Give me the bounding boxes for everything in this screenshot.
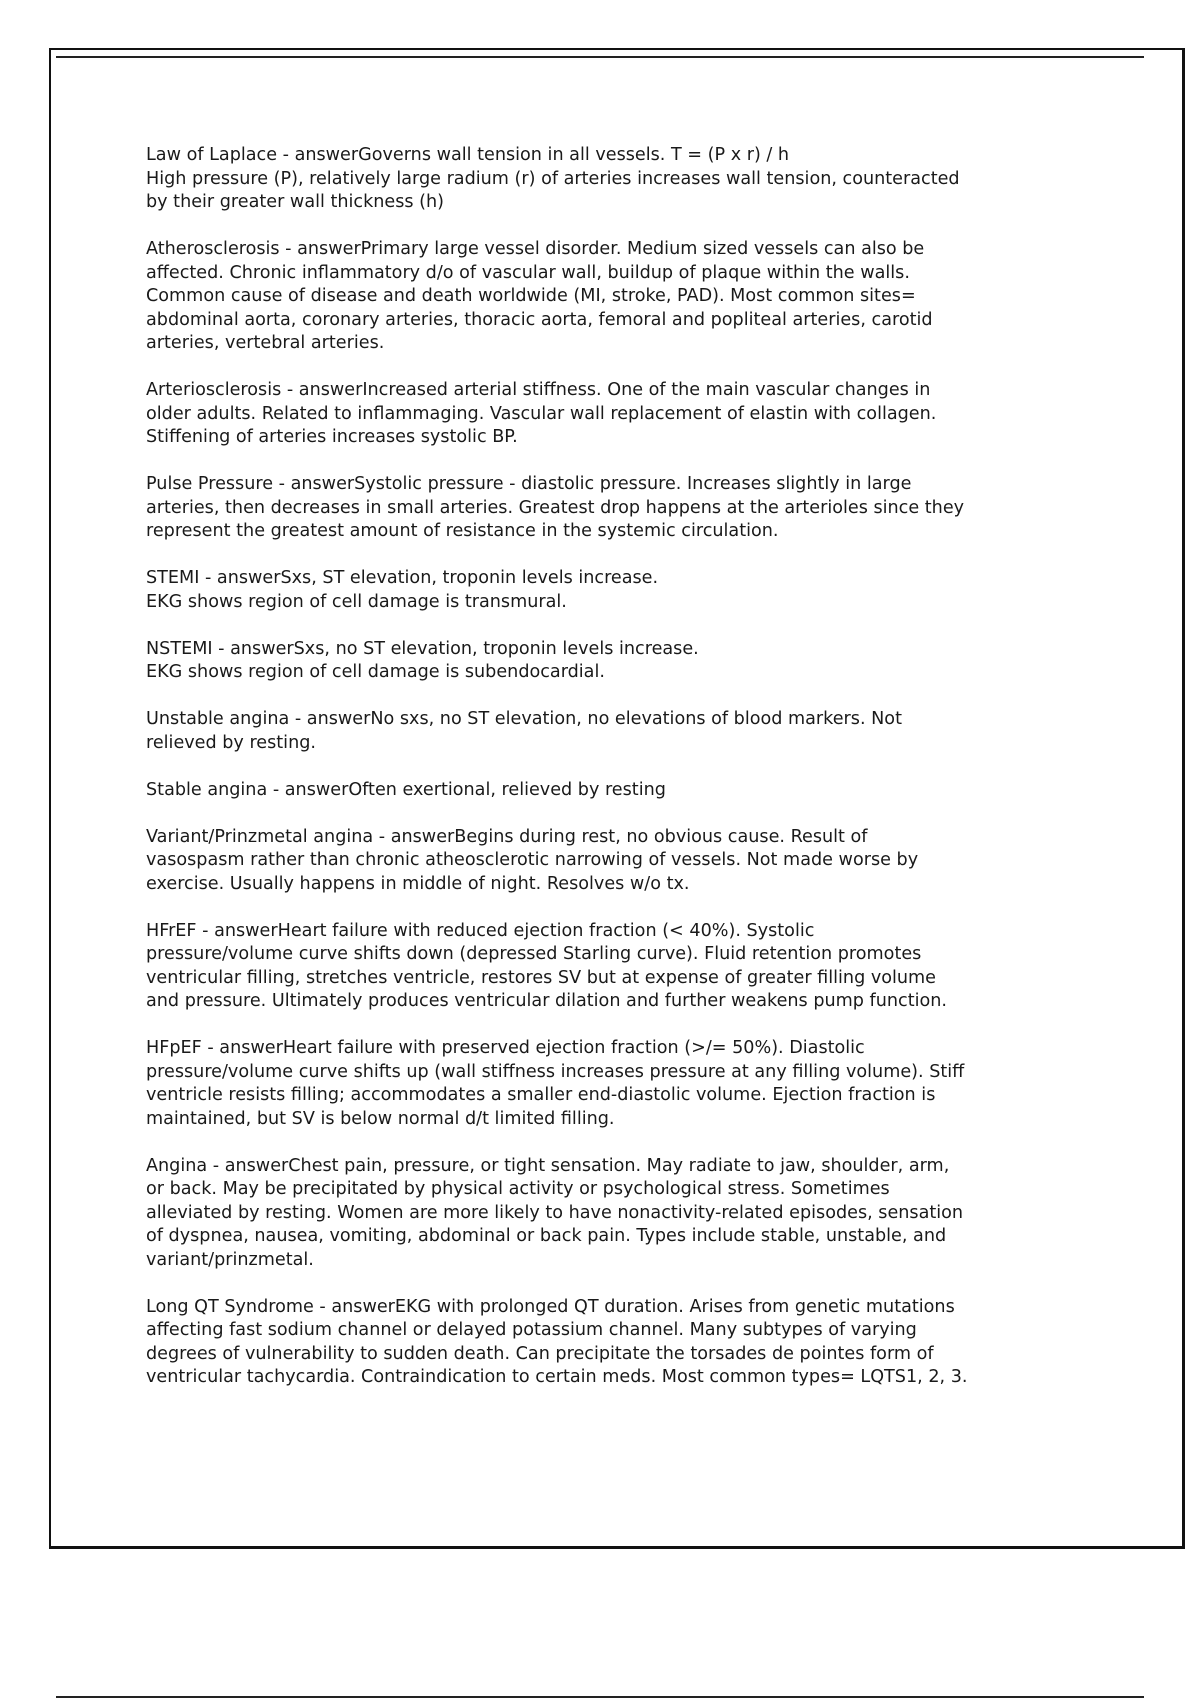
entry-long-qt-syndrome: Long QT Syndrome - answerEKG with prolonged QT duration. Arises from genetic mutations affecting fast sodium channel or delayed potassium channel. Many subtypes of varying degrees of vulnerability to sudden death. Can precipitate the torsades de pointes form of ventricular tachycardia. Contraindication to certain meds. Most common types= LQTS1, 2, 3.: [146, 1296, 968, 1387]
entry-atherosclerosis: Atherosclerosis - answerPrimary large vessel disorder. Medium sized vessels can also be affected. Chronic inflammatory d/o of vascular wall, buildup of plaque within the walls. Common cause of disease and death worldwide (MI, stroke, PAD). Most common sites= abdominal aorta, coronary arteries, thoracic aorta, femoral and popliteal arteries, carotid arteries, vertebral arteries.: [146, 239, 933, 353]
entry-stable-angina: Stable angina - answerOften exertional, relieved by resting: [146, 779, 666, 800]
entry-hfpef: HFpEF - answerHeart failure with preserved ejection fraction (>/= 50%). Diastolic pressure/volume curve shifts up (wall stiffness increases pressure at any filling volume). Stiff ventricle resists filling; accommodates a smaller end-diastolic volume. Ejection fraction is maintained, but SV is below normal d/t limited filling.: [146, 1038, 965, 1129]
entry-hfref: HFrEF - answerHeart failure with reduced ejection fraction (< 40%). Systolic pressure/volume curve shifts down (depressed Starling curve). Fluid retention promotes ventricular filling, stretches ventricle, restores SV but at expense of greater filling volume and pressure. Ultimately produces ventricular dilation and further weakens pump function.: [146, 920, 947, 1011]
document-body: [146, 144, 1096, 1413]
entry-law-of-laplace: Law of Laplace - answerGoverns wall tension in all vessels. T = (P x r) / h High pressure (P), relatively large radium (r) of arteries increases wall tension, counteracted by their greater wall thickness (h): [146, 145, 960, 212]
top-rule: [56, 56, 1144, 58]
entry-angina: Angina - answerChest pain, pressure, or tight sensation. May radiate to jaw, shoulder, arm, or back. May be precipitated by physical activity or psychological stress. Sometimes alleviated by resting. Women are more likely to have nonactivity-related episodes, sensation of dyspnea, nausea, vomiting, abdominal or back pain. Types include stable, unstable, and variant/prinzmetal.: [146, 1155, 964, 1270]
entry-stemi: STEMI - answerSxs, ST elevation, troponin levels increase. EKG shows region of cell damage is transmural.: [146, 568, 659, 612]
entry-pulse-pressure: Pulse Pressure - answerSystolic pressure - diastolic pressure. Increases slightly in large arteries, then decreases in small arteries. Greatest drop happens at the arterioles since they represent the greatest amount of resistance in the systemic circulation.: [146, 474, 965, 541]
bottom-rule: [56, 1696, 1144, 1698]
entry-variant-angina: Variant/Prinzmetal angina - answerBegins during rest, no obvious cause. Result of vasospasm rather than chronic atheosclerotic narrowing of vessels. Not made worse by exercise. Usually happens in middle of night. Resolves w/o tx.: [146, 826, 919, 894]
entry-arteriosclerosis: Arteriosclerosis - answerIncreased arterial stiffness. One of the main vascular changes in older adults. Related to inflammaging. Vascular wall replacement of elastin with collagen. Stiffening of arteries increases systolic BP.: [146, 380, 937, 447]
entry-nstemi: NSTEMI - answerSxs, no ST elevation, troponin levels increase. EKG shows region of cell damage is subendocardial.: [146, 638, 699, 682]
entry-unstable-angina: Unstable angina - answerNo sxs, no ST elevation, no elevations of blood markers. Not relieved by resting.: [146, 709, 902, 753]
